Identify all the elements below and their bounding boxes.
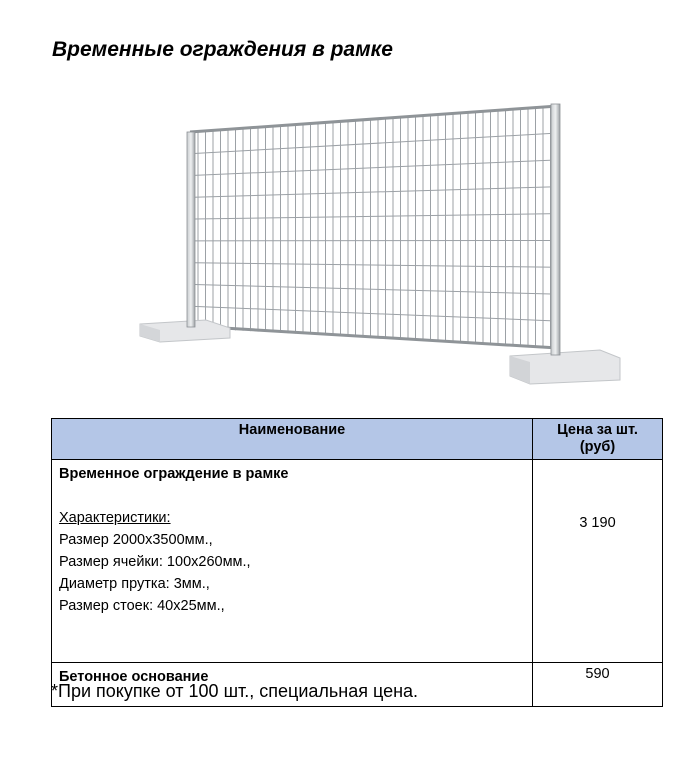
specs-heading: Характеристики: [59,510,171,526]
product-name: Временное ограждение в рамке [59,466,289,482]
spec-cell-size: Размер ячейки: 100х260мм., [59,554,251,570]
spec-post-size: Размер стоек: 40х25мм., [59,598,225,614]
header-price-line1: Цена за шт. [557,422,638,438]
fence-image [130,92,640,392]
spec-rod-diameter: Диаметр прутка: 3мм., [59,576,210,592]
price-table [51,418,663,707]
footnote: *При покупке от 100 шт., специальная цена. [51,681,419,701]
price-cell: 3 190 [533,460,663,663]
header-price [533,419,663,460]
product-name: Бетонное основание [59,669,209,685]
spec-size: Размер 2000х3500мм., [59,532,213,548]
price-cell: 590 [533,663,663,707]
header-name: Наименование [52,419,533,460]
table-row [52,460,663,663]
row-name-cell [52,460,533,663]
page-title: Временные ограждения в рамке [52,38,393,61]
header-price-line2: (руб) [579,439,616,455]
